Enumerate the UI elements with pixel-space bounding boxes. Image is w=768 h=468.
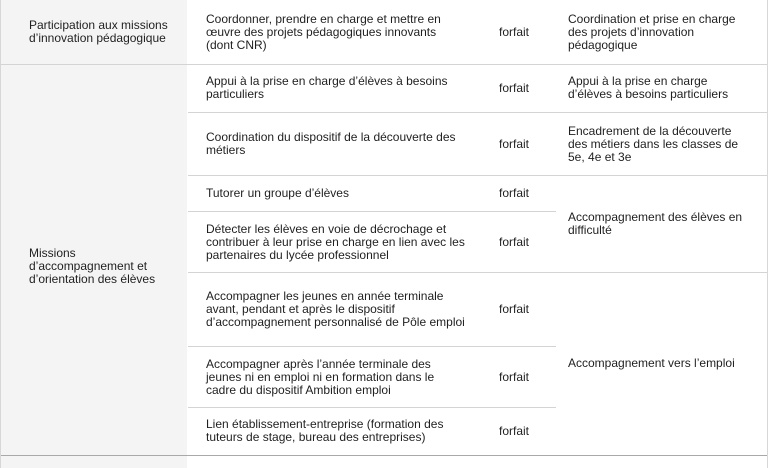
rate-cell: forfait — [499, 301, 530, 316]
mission-cell: Coordination du dispositif de la découverte des métiers — [206, 130, 456, 157]
rate-cell: forfait — [499, 369, 530, 384]
type-cell: Encadrement de la découverte des métiers dans les classes de 5e, 4e et 3e — [568, 123, 739, 164]
mission-cell: Accompagner après l’année terminale des jeunes ni en emploi ni en formation dans le cadre du dispositif Ambition emploi — [206, 356, 435, 397]
rate-cell: forfait — [499, 234, 530, 249]
mission-cell: Tutorer un groupe d’élèves — [206, 186, 349, 200]
rate-cell: forfait — [499, 423, 530, 438]
rate-cell: forfait — [499, 186, 530, 200]
rate-cell: forfait — [499, 136, 530, 151]
rate-cell: forfait — [499, 80, 530, 95]
type-difficulty: Accompagnement des élèves en difficulté — [568, 210, 743, 237]
table-bottom-border — [1, 455, 767, 456]
mission-cell: Détecter les élèves en voie de décrochage et contribuer à leur prise en charge en lien avec les partenaires du lycée professionnel — [206, 221, 465, 262]
mission-cell: Lien établissement-entreprise (formation des tuteurs de stage, bureau des entreprises) — [206, 417, 444, 444]
type-employment: Accompagnement vers l’emploi — [568, 356, 735, 370]
type-cell: Coordination et prise en charge des projets d’innovation pédagogique — [568, 11, 736, 52]
mission-cell: Coordonner, prendre en charge et mettre en œuvre des projets pédagogiques innovants (dont CNR) — [206, 11, 441, 52]
category-innovation: Participation aux missions d’innovation pédagogique — [29, 18, 168, 45]
mission-cell: Appui à la prise en charge d’élèves à besoins particuliers — [206, 74, 448, 101]
category-accompaniment: Missions d’accompagnement et d’orientation des élèves — [29, 246, 156, 286]
mission-cell: Accompagner les jeunes en année terminale avant, pendant et après le dispositif d’accompagnement personnalisé de Pôle emploi — [206, 288, 465, 329]
type-cell: Appui à la prise en charge d’élèves à besoins particuliers — [568, 74, 729, 101]
rate-cell: forfait — [499, 24, 530, 39]
